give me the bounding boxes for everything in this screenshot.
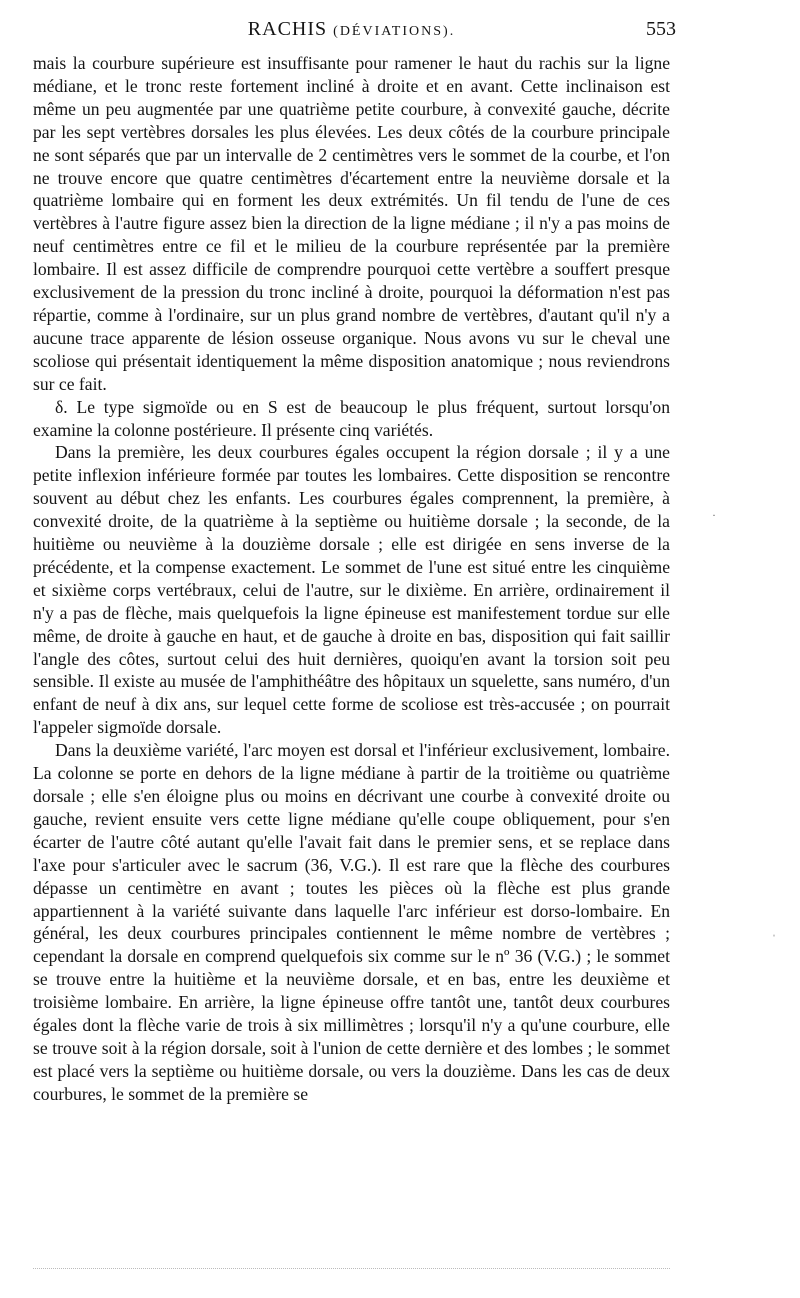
book-page: [33, 18, 676, 1106]
paragraph-1: mais la courbure supérieure est insuffisante pour ramener le haut du rachis sur la ligne médiane, et le tronc reste fortement incliné à droite et en avant. Cette inclinaison est même un peu augmentée par une quatrième petite courbure, à convexité gauche, décrite par les sept vertèbres dorsales les plus élevées. Les deux côtés de la courbure principale ne sont séparés que par un intervalle de 2 centimètres vers le sommet de la courbe, et l'on ne trouve encore que quatre centimètres d'écartement entre la neuvième dorsale et la quatrième lombaire qui en forment les deux extrémités. Un fil tendu de l'une de ces vertèbres à l'autre figure assez bien la direction de la ligne médiane ; il n'y a pas moins de neuf centimètres entre ce fil et le milieu de la courbure représentée par la première lombaire. Il est assez difficile de comprendre pourquoi cette vertèbre a souffert presque exclusivement de la pression du tronc incliné à droite, pourquoi la déformation n'est pas répartie, comme à l'ordinaire, sur un plus grand nombre de vertèbres, d'autant qu'il n'y a aucune trace apparente de lésion osseuse organique. Nous avons vu sur le cheval une scoliose qui présentait identiquement la même disposition anatomique ; nous reviendrons sur ce fait.: [33, 53, 670, 394]
running-title-main: RACHIS: [247, 18, 328, 40]
paragraph-3: Dans la première, les deux courbures égales occupent la région dorsale ; il y a une petite inflexion inférieure formée par toutes les lombaires. Cette disposition se rencontre souvent au début chez les enfants. Les courbures égales comprennent, la première, à convexité droite, de la quatrième à la septième ou huitième dorsale ; la seconde, de la huitième ou neuvième à la douzième dorsale ; elle est dirigée en sens inverse de la précédente, et la compense exactement. Le sommet de l'une est situé entre les cinquième et sixième corps vertébraux, celui de l'autre, sur le dixième. En arrière, ordinairement il n'y a pas de flèche, mais quelquefois la ligne épineuse est manifestement tordue sur elle même, de droite à gauche en haut, et de gauche à droite en bas, disposition qui fait saillir l'angle des côtes, surtout celui des huit dernières, quoiqu'en avant la torsion soit peu sensible. Il existe au musée de l'amphithéâtre des hôpitaux un squelette, sans numéro, d'un enfant de neuf à dix ans, sur lequel cette forme de scoliose est très-accusée ; on pourrait l'appeler sigmoïde dorsale.: [33, 442, 670, 738]
paragraph-4: Dans la deuxième variété, l'arc moyen est dorsal et l'inférieur exclusivement, lombaire. La colonne se porte en dehors de la ligne médiane à partir de la troitième ou quatrième dorsale ; elle s'en éloigne plus ou moins en décrivant une courbe à convexité droite ou gauche, revient ensuite vers cette ligne médiane qu'elle coupe obliquement, pour s'en écarter de l'autre côté autant qu'elle l'avait fait dans le premier sens, et se replace dans l'axe pour s'articuler avec le sacrum (36, V.G.). Il est rare que la flèche des courbures dépasse un centimètre en avant ; toutes les pièces où la flèche est plus grande appartiennent à la variété suivante dans laquelle l'arc inférieur est dorso-lombaire. En général, les deux courbures principales contiennent le même nombre de vertèbres ; cependant la dorsale en comprend quelquefois six comme sur le nº 36 (V.G.) ; le sommet se trouve entre la huitième et la neuvième dorsale, et en bas, entre les deuxième et troisième lombaire. En arrière, la ligne épineuse offre tantôt une, tantôt deux courbures égales dont la flèche varie de trois à six millimètres ; lorsqu'il n'y a qu'une courbure, elle se trouve soit à la région dorsale, soit à l'union de cette dernière et des lombes ; le sommet est placé vers la septième ou huitième dorsale, ou vers la douzième. Dans les cas de deux courbures, le sommet de la première se: [33, 740, 670, 1104]
page-number: 553: [646, 18, 676, 40]
running-head: [33, 18, 676, 52]
margin-dot-mark: ·: [712, 508, 716, 522]
margin-tick-mark: ˈ: [772, 932, 776, 946]
body-text: [33, 52, 670, 1106]
running-title: [33, 18, 670, 41]
paragraph-2: δ. Le type sigmoïde ou en S est de beaucoup le plus fréquent, surtout lorsqu'on examine la colonne postérieure. Il présente cinq variétés.: [33, 396, 670, 440]
running-title-subtitle: (DÉVIATIONS).: [333, 24, 456, 39]
footer-dotted-rule: [33, 1268, 670, 1269]
